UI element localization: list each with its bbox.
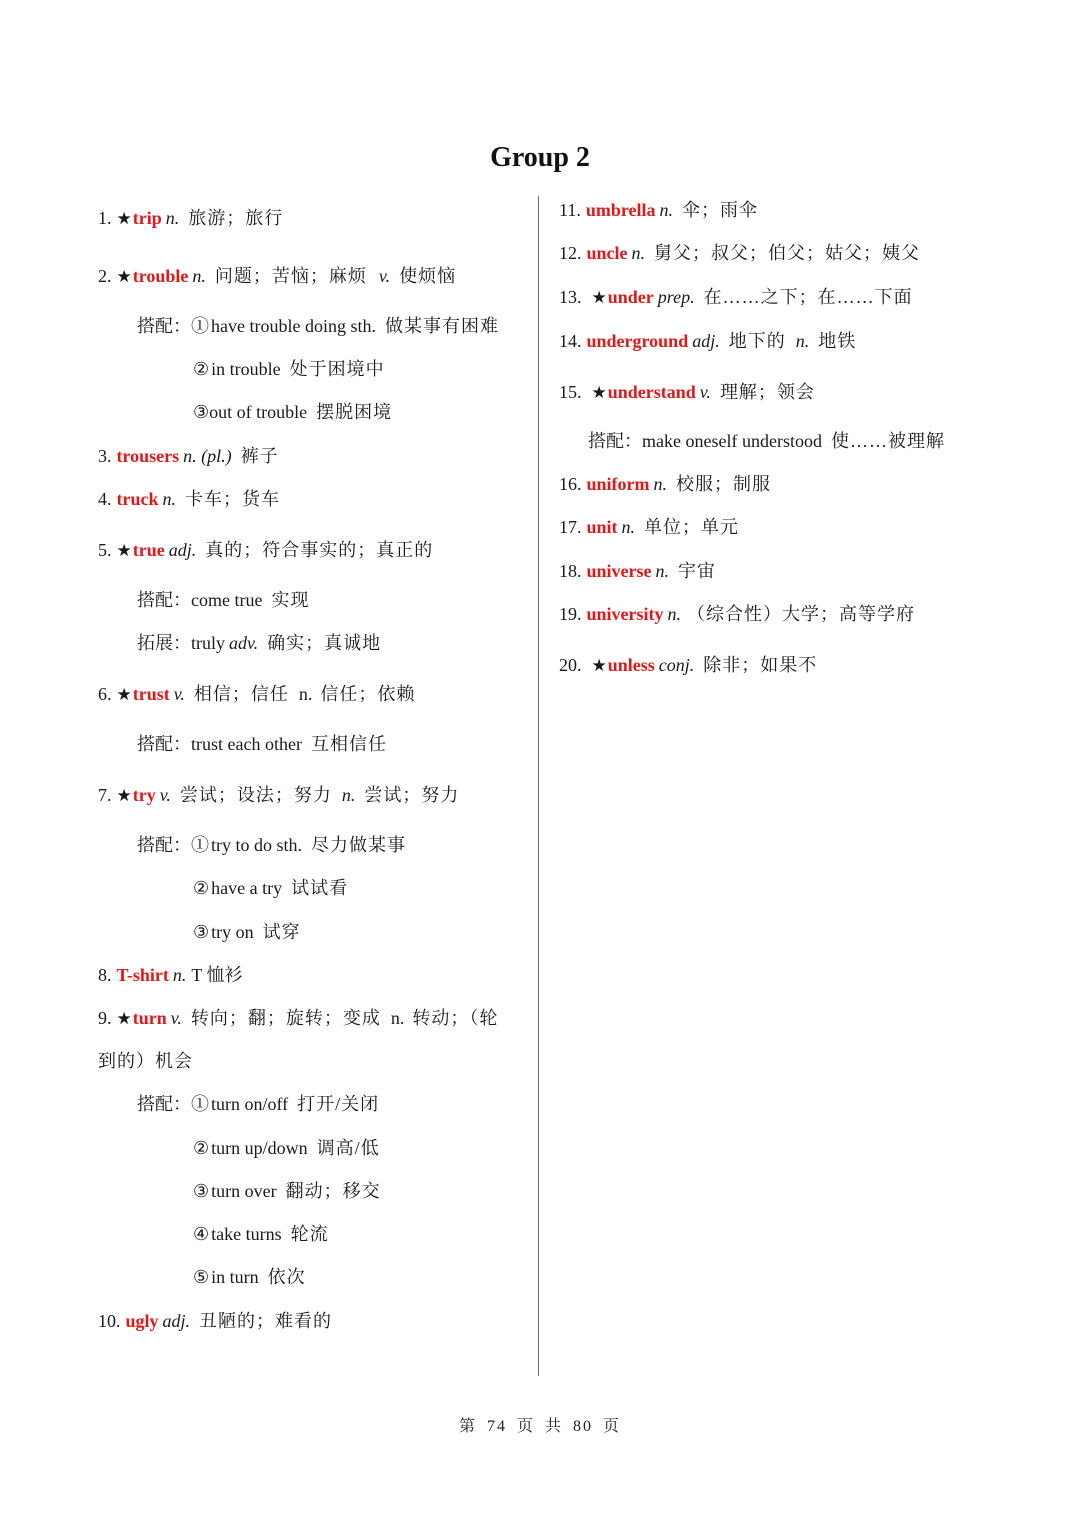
phrase-meaning: 互相信任 bbox=[310, 734, 387, 754]
part-of-speech-2: v. bbox=[378, 266, 391, 286]
part-of-speech: n. bbox=[653, 474, 667, 494]
phrase: truly bbox=[191, 633, 225, 653]
star-icon: ★ bbox=[591, 656, 607, 675]
entry-number: 7. bbox=[98, 785, 112, 805]
entry-number: 3. bbox=[98, 446, 112, 466]
headword: trousers bbox=[116, 446, 180, 466]
entry-turn-continued bbox=[98, 1049, 193, 1073]
list-marker: ⑤ bbox=[193, 1267, 210, 1287]
part-of-speech: n. bbox=[659, 200, 674, 220]
entry-number: 17. bbox=[559, 517, 582, 537]
star-icon: ★ bbox=[116, 685, 132, 704]
headword: uncle bbox=[586, 243, 628, 263]
meaning: （综合性）大学；高等学府 bbox=[687, 604, 916, 624]
meaning: 理解；领会 bbox=[719, 382, 815, 402]
part-of-speech: adj. bbox=[692, 331, 720, 351]
headword: underground bbox=[586, 331, 689, 351]
entry-number: 19. bbox=[559, 604, 582, 624]
phrase-meaning: 轮流 bbox=[290, 1224, 329, 1244]
phrase: out of trouble bbox=[209, 402, 308, 422]
phrase: turn on/off bbox=[211, 1094, 289, 1114]
collocation-label: 搭配： bbox=[137, 1094, 191, 1114]
collocation-line bbox=[193, 1222, 329, 1246]
meaning: 伞；雨伞 bbox=[682, 200, 759, 220]
star-icon: ★ bbox=[116, 209, 132, 228]
collocation-line bbox=[193, 876, 348, 900]
extension-line bbox=[137, 631, 381, 655]
headword: unit bbox=[586, 517, 618, 537]
part-of-speech: n. bbox=[192, 266, 206, 286]
entry-number: 14. bbox=[559, 331, 582, 351]
collocation-line bbox=[193, 400, 392, 424]
footer-total-prefix: 共 bbox=[545, 1418, 564, 1435]
collocation-line bbox=[193, 920, 301, 944]
entry-uncle bbox=[559, 241, 920, 265]
part-of-speech: n. bbox=[165, 208, 180, 228]
footer-prefix: 第 bbox=[458, 1418, 477, 1435]
entry-number: 8. bbox=[98, 965, 112, 985]
star-icon: ★ bbox=[591, 383, 607, 402]
meaning: 舅父；叔父；伯父；姑父；姨父 bbox=[654, 243, 921, 263]
phrase: have a try bbox=[211, 878, 283, 898]
entry-trouble bbox=[98, 264, 456, 289]
meaning: 单位；单元 bbox=[644, 517, 740, 537]
meaning: 旅游；旅行 bbox=[188, 208, 284, 228]
meaning: T 恤衫 bbox=[191, 965, 243, 985]
phrase-meaning: 打开/关闭 bbox=[297, 1094, 380, 1114]
part-of-speech: n. bbox=[162, 489, 176, 509]
part-of-speech-2: n. bbox=[795, 331, 810, 351]
phrase: trust each other bbox=[191, 734, 302, 754]
meaning: 卡车；货车 bbox=[185, 489, 280, 509]
phrase: come true bbox=[191, 590, 263, 610]
part-of-speech: n. bbox=[621, 517, 636, 537]
entry-number: 20. bbox=[559, 655, 582, 675]
phrase: take turns bbox=[211, 1224, 282, 1244]
entry-number: 6. bbox=[98, 684, 112, 704]
meaning: 相信；信任 bbox=[193, 684, 289, 704]
phrase-meaning: 使……被理解 bbox=[830, 431, 945, 451]
part-of-speech: v. bbox=[173, 684, 185, 704]
footer-suffix: 页 bbox=[603, 1418, 622, 1435]
entry-number: 15. bbox=[559, 382, 582, 402]
list-marker: ① bbox=[191, 835, 209, 855]
collocation-label: 搭配： bbox=[588, 431, 642, 451]
headword: umbrella bbox=[585, 200, 656, 220]
star-icon: ★ bbox=[116, 786, 132, 805]
entry-t-shirt bbox=[98, 963, 243, 987]
entry-number: 9. bbox=[98, 1008, 112, 1028]
list-marker: ② bbox=[193, 1138, 210, 1158]
headword: unless bbox=[607, 655, 655, 675]
meaning: 真的；符合事实的；真正的 bbox=[205, 540, 434, 560]
meaning: 问题；苦恼；麻烦 bbox=[214, 266, 367, 286]
collocation-line bbox=[588, 429, 945, 453]
entry-true bbox=[98, 538, 433, 563]
column-divider bbox=[538, 196, 539, 1376]
phrase-meaning: 翻动；移交 bbox=[285, 1181, 381, 1201]
part-of-speech: v. bbox=[699, 382, 711, 402]
entry-under bbox=[559, 285, 913, 310]
entry-number: 18. bbox=[559, 561, 582, 581]
collocation-line bbox=[193, 1136, 380, 1160]
collocation-line bbox=[193, 357, 385, 381]
list-marker: ② bbox=[193, 878, 210, 898]
headword: T-shirt bbox=[116, 965, 169, 985]
part-of-speech: v. bbox=[170, 1008, 182, 1028]
extension-label: 拓展： bbox=[137, 633, 191, 653]
page-number: 74 bbox=[486, 1418, 507, 1435]
star-icon: ★ bbox=[116, 267, 132, 286]
collocation-line bbox=[137, 588, 309, 612]
phrase: try on bbox=[211, 922, 254, 942]
phrase-meaning: 处于困境中 bbox=[289, 359, 385, 379]
entry-number: 2. bbox=[98, 266, 112, 286]
meaning: 尝试；设法；努力 bbox=[179, 785, 332, 805]
entry-underground bbox=[559, 329, 856, 353]
entry-trousers bbox=[98, 444, 279, 468]
collocation-line bbox=[137, 833, 406, 857]
entry-number: 10. bbox=[98, 1311, 121, 1331]
meaning: 转向；翻；旋转；变成 bbox=[190, 1008, 381, 1028]
headword: uniform bbox=[586, 474, 650, 494]
phrase-meaning: 试穿 bbox=[262, 922, 301, 942]
list-marker: ① bbox=[191, 1094, 209, 1114]
phrase-meaning: 试试看 bbox=[291, 878, 349, 898]
part-of-speech: adj. bbox=[168, 540, 197, 560]
part-of-speech-2: n. bbox=[298, 684, 313, 704]
phrase: in turn bbox=[211, 1267, 259, 1287]
phrase-meaning: 确实；真诚地 bbox=[267, 633, 382, 653]
star-icon: ★ bbox=[116, 541, 132, 560]
headword: trust bbox=[132, 684, 170, 704]
entry-number: 12. bbox=[559, 243, 582, 263]
phrase: make oneself understood bbox=[642, 431, 822, 451]
part-of-speech: conj. bbox=[658, 655, 695, 675]
meaning-2: 信任；依赖 bbox=[320, 684, 416, 704]
list-marker: ③ bbox=[193, 922, 210, 942]
part-of-speech-2: n. bbox=[390, 1008, 405, 1028]
collocation-label: 搭配： bbox=[137, 835, 191, 855]
phrase-meaning: 调高/低 bbox=[316, 1138, 380, 1158]
headword: truck bbox=[116, 489, 159, 509]
entry-try bbox=[98, 783, 459, 808]
footer-mid: 页 bbox=[516, 1418, 535, 1435]
star-icon: ★ bbox=[591, 288, 607, 307]
part-of-speech: n. bbox=[667, 604, 682, 624]
collocation-line bbox=[193, 1179, 381, 1203]
entry-universe bbox=[559, 559, 716, 583]
part-of-speech: adj. bbox=[162, 1311, 191, 1331]
entry-umbrella bbox=[559, 198, 758, 222]
part-of-speech: v. bbox=[159, 785, 171, 805]
meaning-2: 使烦恼 bbox=[399, 266, 457, 286]
collocation-label: 搭配： bbox=[137, 316, 191, 336]
meaning: 在……之下；在……下面 bbox=[703, 287, 913, 307]
part-of-speech-2: n. bbox=[341, 785, 356, 805]
part-of-speech: n. bbox=[655, 561, 669, 581]
entry-number: 13. bbox=[559, 287, 582, 307]
entry-number: 16. bbox=[559, 474, 582, 494]
page-footer bbox=[0, 1413, 1080, 1436]
meaning: 除非；如果不 bbox=[703, 655, 818, 675]
collocation-label: 搭配： bbox=[137, 734, 191, 754]
headword: ugly bbox=[125, 1311, 159, 1331]
collocation-line bbox=[137, 314, 499, 338]
collocation-line bbox=[193, 1265, 306, 1289]
entry-turn bbox=[98, 1006, 498, 1031]
meaning-2: 尝试；努力 bbox=[364, 785, 460, 805]
phrase: try to do sth. bbox=[211, 835, 303, 855]
list-marker: ③ bbox=[193, 402, 210, 422]
headword: try bbox=[132, 785, 156, 805]
entry-uniform bbox=[559, 472, 771, 496]
collocation-line bbox=[137, 1092, 379, 1116]
meaning: 校服；制服 bbox=[676, 474, 771, 494]
headword: understand bbox=[607, 382, 696, 402]
headword: under bbox=[607, 287, 654, 307]
part-of-speech: adv. bbox=[229, 633, 259, 653]
part-of-speech: prep. bbox=[657, 287, 695, 307]
meaning: 宇宙 bbox=[678, 561, 716, 581]
part-of-speech: n. bbox=[631, 243, 646, 263]
phrase: turn up/down bbox=[211, 1138, 308, 1158]
phrase: have trouble doing sth. bbox=[211, 316, 376, 336]
headword: trouble bbox=[132, 266, 189, 286]
meaning-continued: 到的）机会 bbox=[98, 1051, 193, 1071]
collocation-line bbox=[137, 732, 387, 756]
list-marker: ① bbox=[191, 316, 209, 336]
entry-understand bbox=[559, 380, 815, 405]
phrase-meaning: 摆脱困境 bbox=[316, 402, 393, 422]
phrase-meaning: 尽力做某事 bbox=[311, 835, 407, 855]
entry-unless bbox=[559, 653, 817, 678]
list-marker: ④ bbox=[193, 1224, 210, 1244]
entry-number: 11. bbox=[559, 200, 581, 220]
entry-unit bbox=[559, 515, 739, 539]
entry-university bbox=[559, 602, 915, 626]
collocation-label: 搭配： bbox=[137, 590, 191, 610]
phrase-meaning: 实现 bbox=[271, 590, 310, 610]
headword: turn bbox=[132, 1008, 167, 1028]
list-marker: ② bbox=[193, 359, 210, 379]
phrase-meaning: 依次 bbox=[267, 1267, 306, 1287]
entry-trust bbox=[98, 682, 415, 707]
phrase: in trouble bbox=[211, 359, 281, 379]
entry-truck bbox=[98, 487, 280, 511]
entry-number: 5. bbox=[98, 540, 112, 560]
entry-ugly bbox=[98, 1309, 332, 1333]
meaning: 裤子 bbox=[240, 446, 279, 466]
meaning-2: 地铁 bbox=[818, 331, 857, 351]
headword: trip bbox=[132, 208, 162, 228]
headword: university bbox=[586, 604, 664, 624]
entry-trip bbox=[98, 206, 283, 231]
headword: true bbox=[132, 540, 165, 560]
phrase-meaning: 做某事有困难 bbox=[384, 316, 499, 336]
headword: universe bbox=[586, 561, 652, 581]
page-title: Group 2 bbox=[490, 142, 590, 173]
entry-number: 4. bbox=[98, 489, 112, 509]
phrase: turn over bbox=[211, 1181, 277, 1201]
total-pages: 80 bbox=[573, 1418, 594, 1435]
part-of-speech: n. (pl.) bbox=[183, 446, 232, 466]
meaning: 地下的 bbox=[728, 331, 786, 351]
entry-number: 1. bbox=[98, 208, 112, 228]
list-marker: ③ bbox=[193, 1181, 210, 1201]
meaning: 丑陋的；难看的 bbox=[199, 1311, 333, 1331]
part-of-speech: n. bbox=[172, 965, 187, 985]
meaning-2: 转动；（轮 bbox=[412, 1008, 499, 1028]
star-icon: ★ bbox=[116, 1009, 132, 1028]
